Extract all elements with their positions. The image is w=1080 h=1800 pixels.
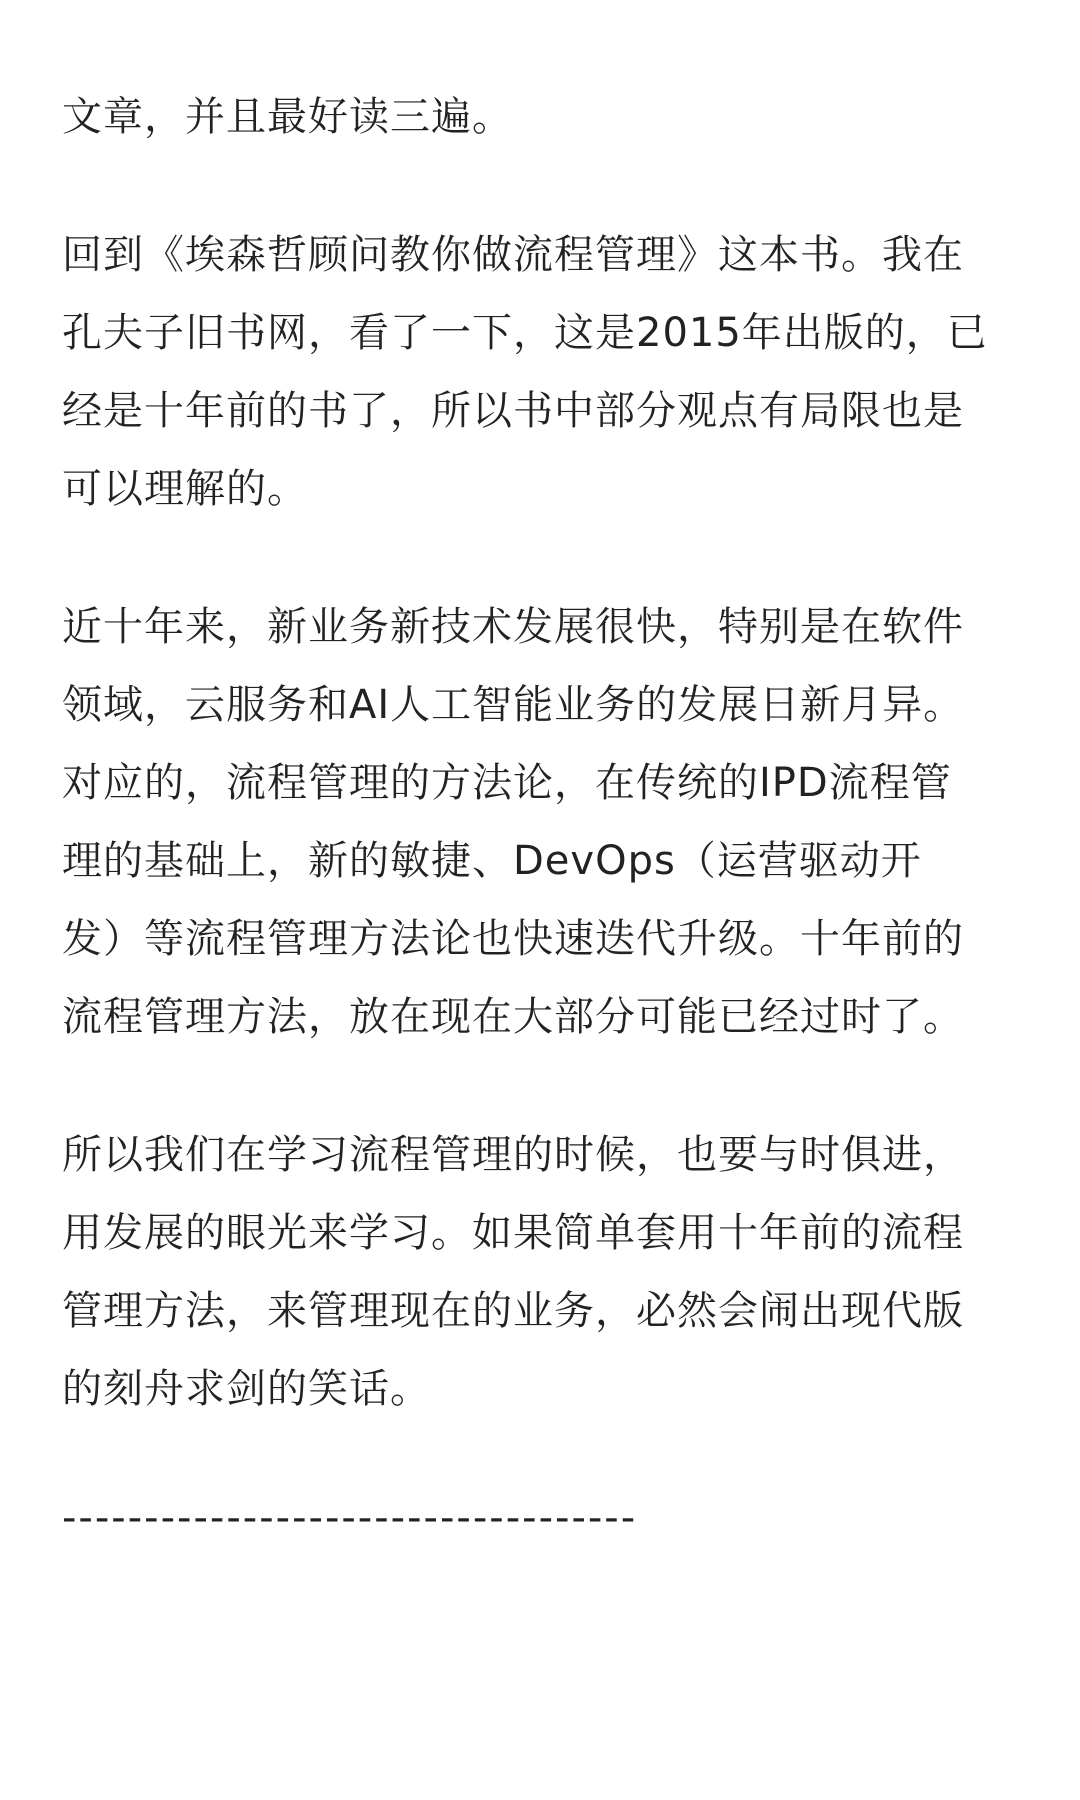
paragraph-line: 所以我们在学习流程管理的时候，也要与时俱进， (62, 1132, 964, 1178)
paragraph-line: 近十年来，新业务新技术发展很快，特别是在软件 (62, 604, 964, 650)
paragraph-3 (62, 588, 1022, 1056)
paragraph-line: 对应的，流程管理的方法论，在传统的IPD流程管 (62, 760, 952, 806)
paragraph-line: 经是十年前的书了，所以书中部分观点有局限也是 (62, 388, 964, 434)
article-body (62, 78, 1022, 1548)
paragraph-2 (62, 216, 1022, 528)
paragraph-line: 发）等流程管理方法论也快速迭代升级。十年前的 (62, 916, 964, 962)
paragraph-line: 回到《埃森哲顾问教你做流程管理》这本书。我在 (62, 232, 964, 278)
paragraph-line: 理的基础上，新的敏捷、DevOps（运营驱动开 (62, 838, 922, 884)
paragraph-4 (62, 1116, 1022, 1428)
paragraph-line: 的刻舟求剑的笑话。 (62, 1366, 431, 1412)
paragraph-line: 管理方法，来管理现在的业务，必然会闹出现代版 (62, 1288, 964, 1334)
section-divider: ----------------------------------- (62, 1495, 638, 1541)
paragraph-line: 用发展的眼光来学习。如果简单套用十年前的流程 (62, 1210, 964, 1256)
paragraph-line: 孔夫子旧书网，看了一下，这是2015年出版的，已 (62, 310, 988, 356)
paragraph-1 (62, 78, 1022, 156)
paragraph-line: 可以理解的。 (62, 466, 308, 512)
paragraph-line: 领域，云服务和AI人工智能业务的发展日新月异。 (62, 682, 965, 728)
paragraph-line: 流程管理方法，放在现在大部分可能已经过时了。 (62, 994, 964, 1040)
paragraph-line: 文章，并且最好读三遍。 (62, 94, 513, 140)
